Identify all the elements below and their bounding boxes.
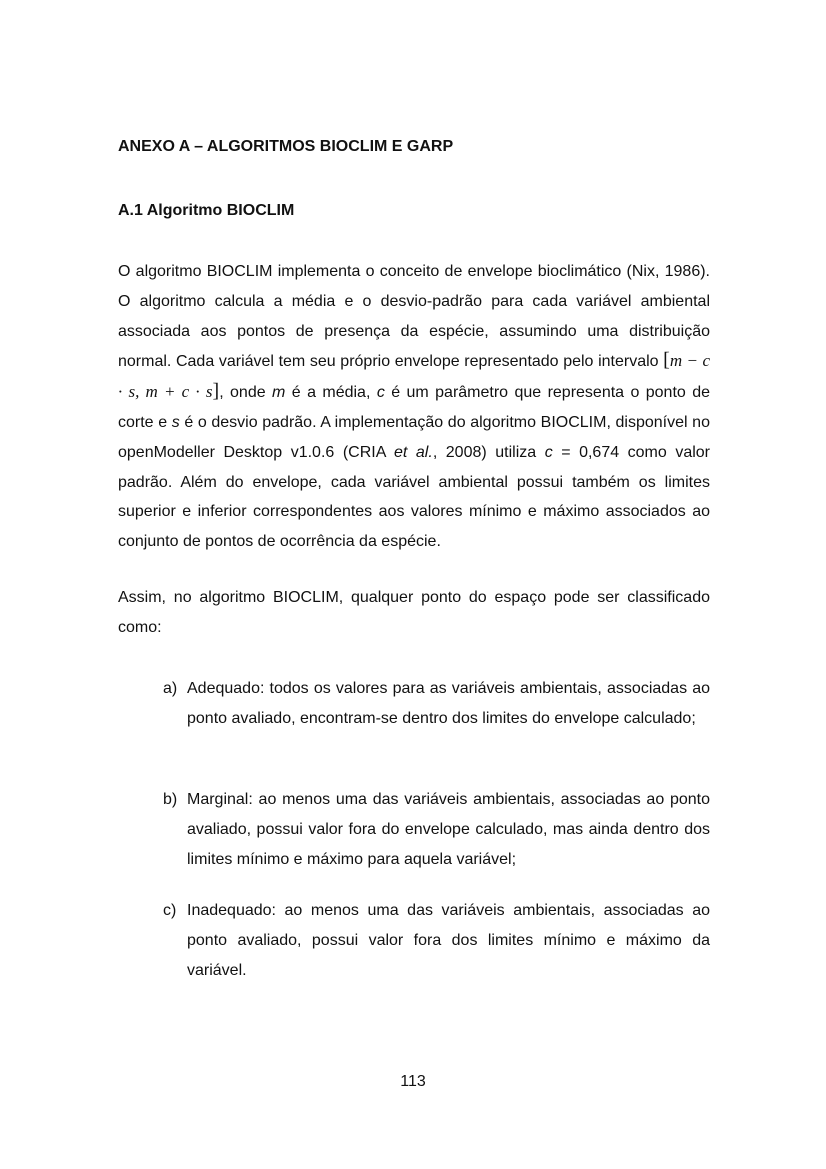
section-title: A.1 Algoritmo BIOCLIM (118, 202, 295, 219)
list-marker: b) (163, 791, 178, 808)
paragraph-classification-intro: Assim, no algoritmo BIOCLIM, qualquer ponto do espaço pode ser classificado como: (118, 589, 710, 636)
variable-s: s (171, 413, 180, 431)
et-al: et al. (394, 443, 433, 461)
interval-formula-text: m − c · s, m + c · s (118, 351, 710, 402)
list-marker: a) (163, 680, 178, 697)
paragraph-bioclim-description (118, 257, 710, 557)
list-item-text: Marginal: ao menos uma das variáveis ambientais, associadas ao ponto avaliado, possui valor fora do envelope calculado, mas ainda dentro dos limites mínimo e máximo para aquela variável; (187, 791, 710, 868)
paragraph-text: é um parâmetro que representa o ponto de corte e (118, 384, 710, 431)
variable-c: c (376, 384, 385, 402)
paragraph-text: é a média, (291, 384, 371, 402)
paragraph-text: , onde (219, 384, 266, 402)
right-bracket: ] (212, 380, 220, 403)
list-marker: c) (163, 902, 177, 919)
paragraph-text: , 2008) utiliza (432, 443, 537, 461)
list-item-text: Inadequado: ao menos uma das variáveis ambientais, associadas ao ponto avaliado, possui valor fora dos limites mínimo e máximo da variável. (187, 902, 710, 979)
list-item-text: Adequado: todos os valores para as variáveis ambientais, associadas ao ponto avaliado, encontram-se dentro dos limites do envelope calculado; (187, 680, 710, 727)
variable-c: c (544, 443, 553, 461)
page-number: 113 (400, 1073, 426, 1090)
paragraph-text: O algoritmo BIOCLIM implementa o conceito de envelope bioclimático (Nix, 1986). O algoritmo calcula a média e o desvio-padrão para cada variável ambiental associada aos pontos de presença da espécie, assumindo uma distribuição normal. Cada variável tem seu próprio envelope representado pelo intervalo (118, 263, 710, 371)
list-item (163, 785, 710, 874)
list-item (163, 896, 710, 985)
paragraph-text: é o desvio padrão. A implementação do algoritmo BIOCLIM, disponível no openModeller Desktop v1.0.6 (CRIA (118, 413, 710, 461)
annex-title: ANEXO A – ALGORITMOS BIOCLIM E GARP (118, 138, 454, 155)
paragraph-text: = 0,674 como valor padrão. Além do envelope, cada variável ambiental possui também os limites superior e inferior correspondentes aos valores mínimo e máximo associados ao conjunto de pontos de ocorrência da espécie. (118, 443, 710, 551)
list-item (163, 674, 710, 734)
variable-m: m (272, 384, 286, 402)
left-bracket: [ (663, 349, 670, 372)
